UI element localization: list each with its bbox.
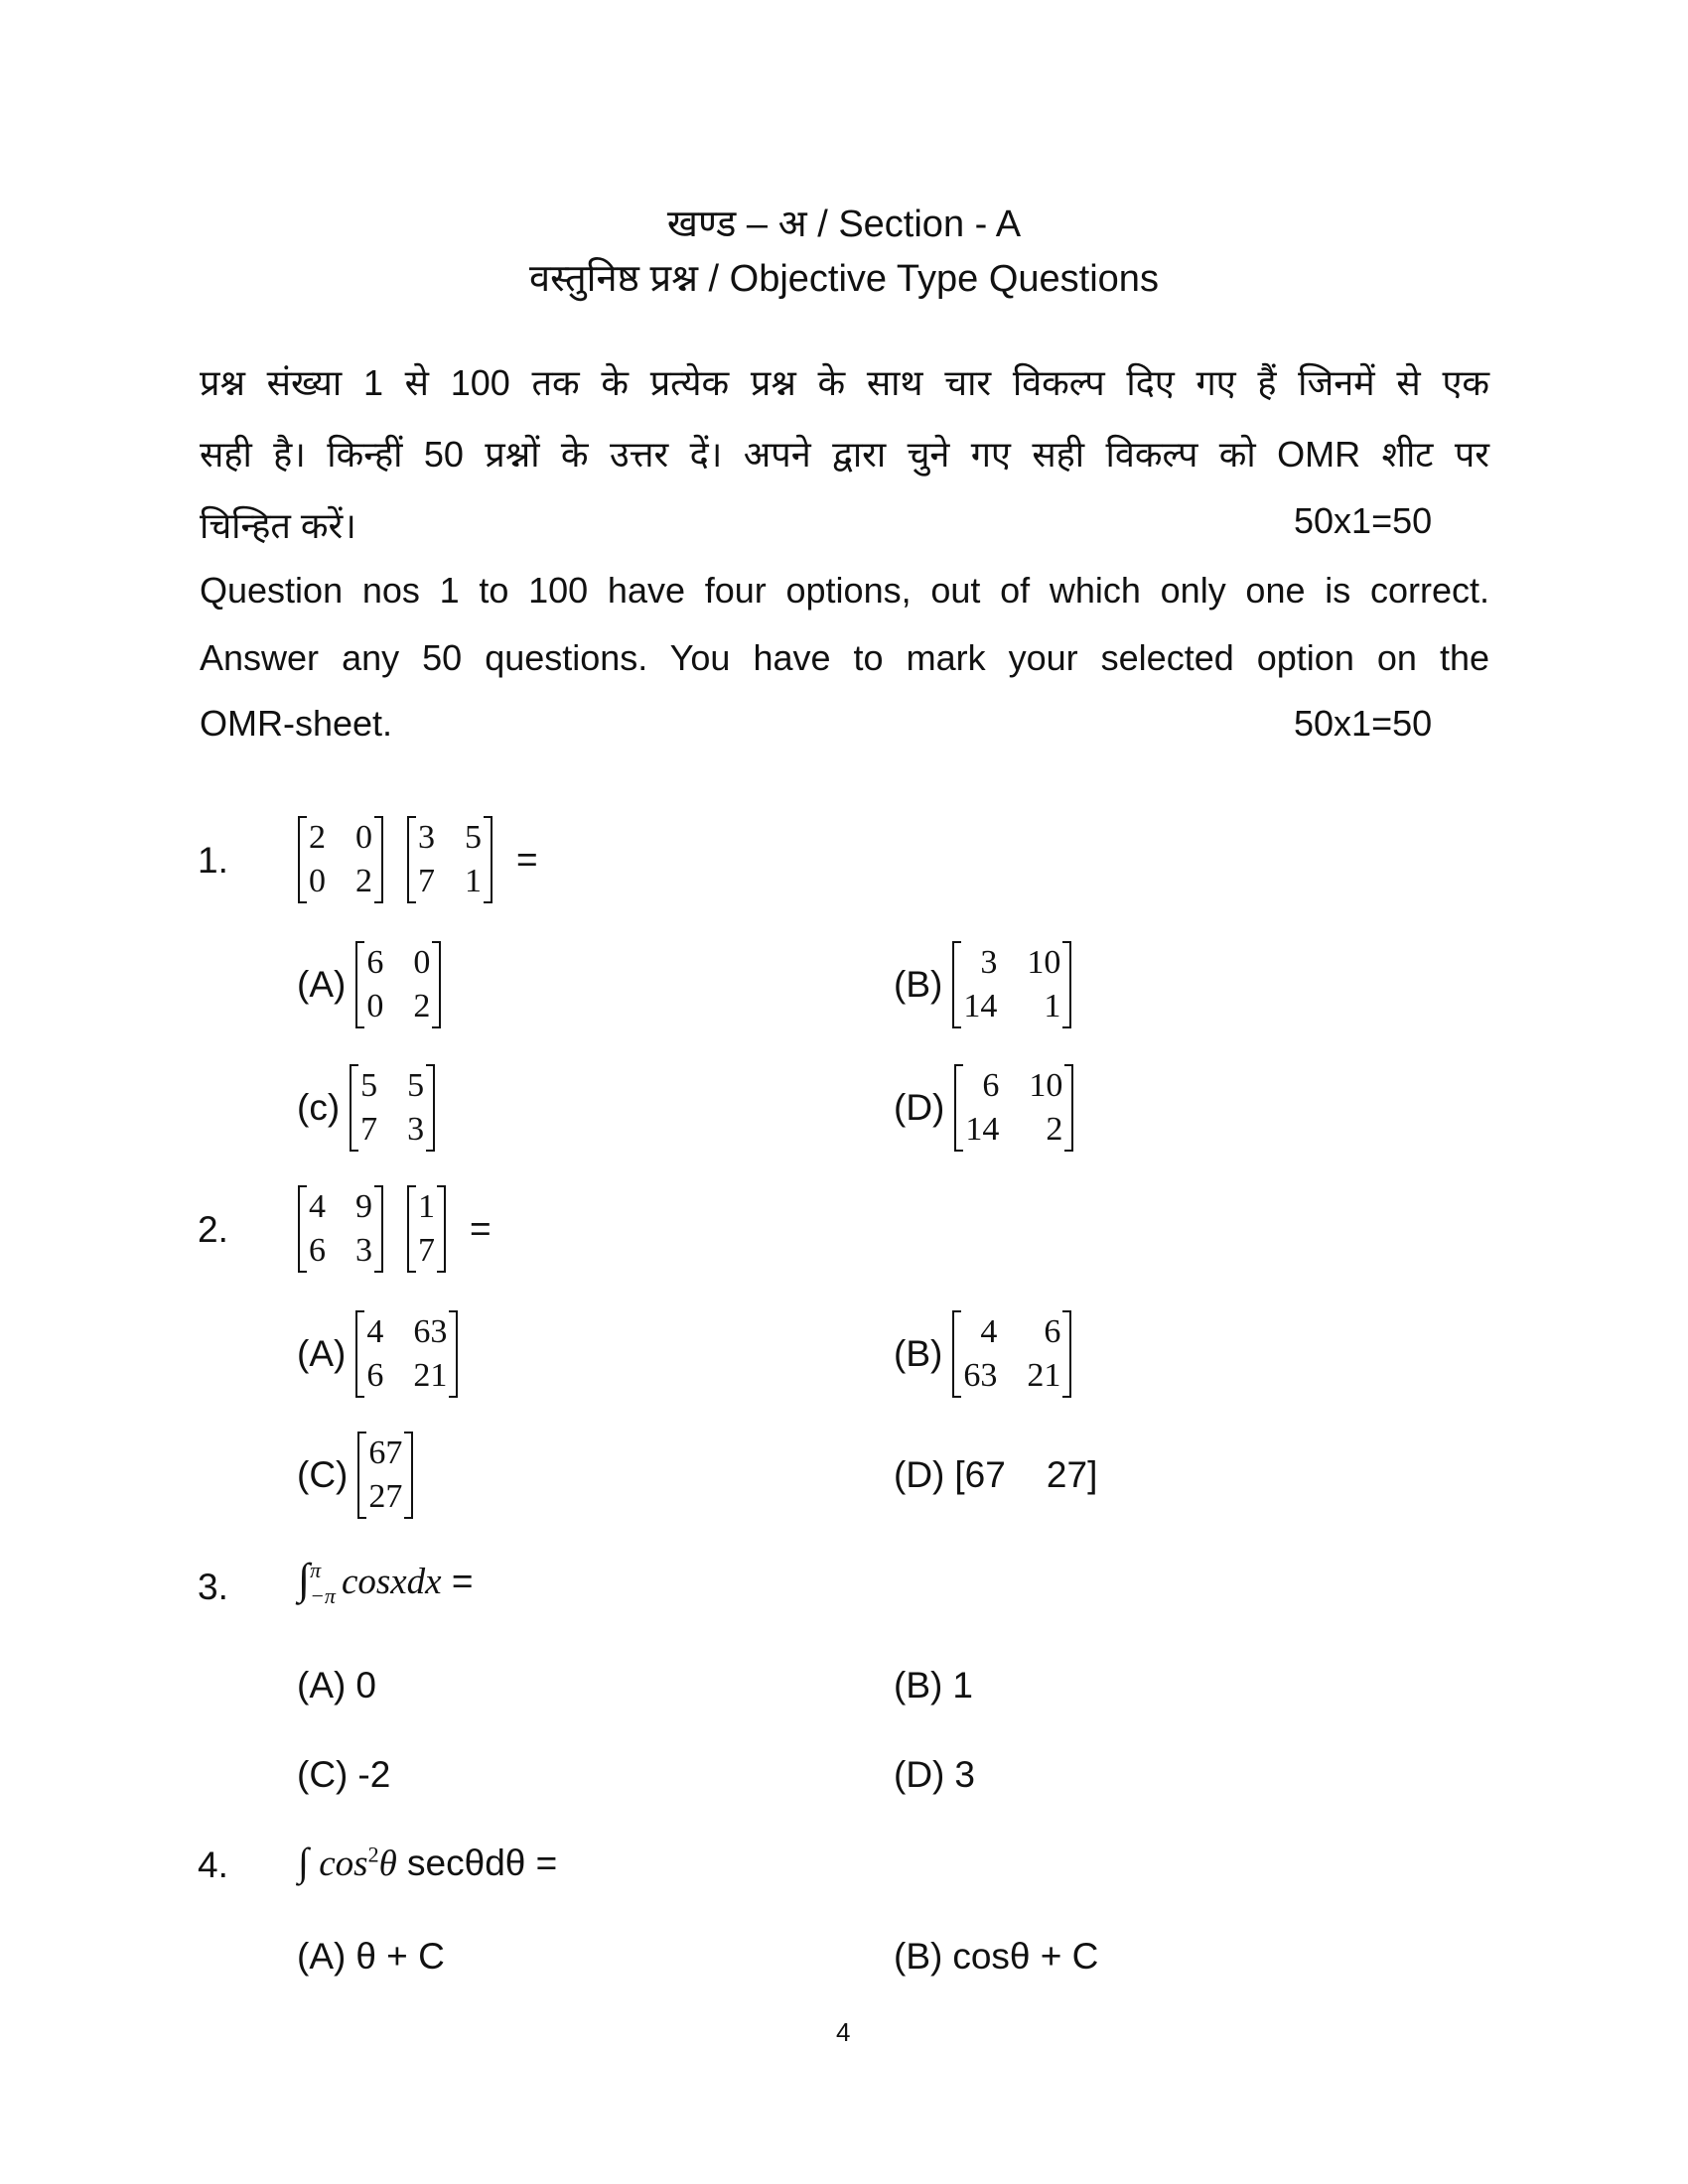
option-value: cosθ + C (952, 1936, 1099, 1977)
hindi-marks: 50x1=50 (1294, 500, 1433, 541)
matrix-cell: 6 (366, 1357, 384, 1394)
matrix-cell: 2 (1046, 1111, 1063, 1148)
option-2c[interactable] (297, 1432, 427, 1519)
option-1d[interactable] (894, 1064, 1087, 1152)
page-number: 4 (836, 2017, 851, 2047)
option-label: (C) (297, 1754, 349, 1795)
left-bracket (954, 1064, 963, 1152)
matrix-cell: 6 (366, 944, 384, 981)
matrix-cell: 0 (355, 819, 372, 856)
option-4b[interactable] (894, 1936, 1098, 1978)
matrix-cell: 5 (465, 819, 482, 856)
option-1c[interactable] (297, 1064, 449, 1152)
exponent: 2 (367, 1842, 379, 1867)
left-bracket (407, 1185, 416, 1273)
option-label: (B) (894, 1333, 943, 1374)
matrix-cell: 4 (309, 1188, 326, 1225)
option-value: 3 (954, 1754, 975, 1795)
matrix-cells (416, 816, 484, 903)
section-subheading: वस्तुनिष्ठ प्रश्न / Objective Type Questions (529, 258, 1159, 300)
matrix-cell: 6 (982, 1067, 1000, 1104)
matrix (355, 941, 441, 1028)
option-1a[interactable] (297, 941, 455, 1028)
option-label: (B) (894, 1665, 943, 1706)
matrix-cell: 7 (418, 1232, 435, 1269)
equals-sign: = (535, 1843, 558, 1883)
option-label: (A) (297, 1333, 347, 1374)
upper-limit: π (310, 1558, 322, 1583)
matrix (298, 1185, 383, 1273)
equals-sign: = (516, 839, 538, 880)
left-bracket (357, 1432, 366, 1519)
right-bracket (1064, 1064, 1073, 1152)
matrix-cell: 5 (407, 1067, 425, 1104)
matrix-cell: 4 (366, 1313, 384, 1350)
option-value: 1 (952, 1665, 973, 1706)
option-1b[interactable] (894, 941, 1085, 1028)
option-3b[interactable] (894, 1665, 973, 1706)
matrix-cell: 9 (355, 1188, 372, 1225)
option-2b[interactable] (894, 1310, 1085, 1398)
matrix-cell: 2 (355, 863, 372, 899)
matrix-cell: 0 (309, 863, 326, 899)
matrix-cells (416, 1185, 437, 1273)
left-bracket (407, 816, 416, 903)
right-bracket (426, 1064, 435, 1152)
option-3c[interactable] (297, 1754, 390, 1796)
hindi-instruction-line: प्रश्न संख्या 1 से 100 तक के प्रत्येक प्रश्न के साथ चार विकल्प दिए गए हैं जिनमें से एक (200, 362, 1489, 403)
matrix-cell: 14 (965, 1111, 1000, 1148)
matrix-cell: 1 (418, 1188, 435, 1225)
right-bracket (484, 816, 492, 903)
integral-sign: ∫ (298, 1840, 309, 1884)
option-2d[interactable] (894, 1454, 1097, 1496)
matrix-cell: 1 (465, 863, 482, 899)
matrix-cells (961, 941, 1062, 1028)
right-bracket (374, 1185, 383, 1273)
matrix-cells (358, 1064, 426, 1152)
left-bracket (952, 1310, 961, 1398)
right-bracket (1062, 941, 1071, 1028)
integrand-cos: cos (319, 1843, 368, 1884)
matrix-cell: 3 (980, 944, 998, 981)
left-bracket (952, 941, 961, 1028)
matrix-cell: 27 (368, 1478, 403, 1515)
option-label: (B) (894, 1936, 943, 1977)
matrix (407, 1185, 446, 1273)
option-3a[interactable] (297, 1665, 376, 1706)
right-bracket (1062, 1310, 1071, 1398)
option-value: θ + C (355, 1936, 445, 1977)
option-value: -2 (357, 1754, 391, 1795)
option-label: (D) (894, 1454, 945, 1495)
matrix-cell: 6 (309, 1232, 326, 1269)
matrix-cell: 67 (368, 1434, 403, 1471)
right-bracket (449, 1310, 458, 1398)
option-label: (c) (297, 1087, 341, 1128)
equals-sign: = (470, 1208, 492, 1249)
question-number: 3. (198, 1567, 228, 1607)
option-label: (C) (297, 1454, 349, 1495)
matrix-cell: 2 (413, 988, 431, 1024)
integrand-sec: secθdθ (396, 1843, 526, 1883)
matrix (952, 941, 1071, 1028)
english-instruction-line: OMR-sheet. (200, 703, 393, 744)
matrix (357, 1432, 413, 1519)
matrix-cell: 21 (1027, 1357, 1061, 1394)
question-1-expression (298, 816, 538, 903)
matrix-cells (307, 816, 374, 903)
matrix-cells (963, 1064, 1064, 1152)
option-4a[interactable] (297, 1936, 445, 1978)
matrix (350, 1064, 435, 1152)
matrix-cell: 10 (1029, 1067, 1063, 1104)
option-label: (A) (297, 964, 347, 1005)
option-3d[interactable] (894, 1754, 975, 1796)
english-instruction-line: Answer any 50 questions. You have to mark your selected option on the (200, 637, 1489, 678)
equals-sign: = (451, 1561, 474, 1601)
right-bracket (437, 1185, 446, 1273)
right-bracket (432, 941, 441, 1028)
option-label: (A) (297, 1665, 347, 1706)
matrix-cell: 1 (1044, 988, 1061, 1024)
matrix-cell: 3 (355, 1232, 372, 1269)
matrix-cell: 21 (413, 1357, 448, 1394)
matrix-cells (364, 1310, 449, 1398)
matrix-cell: 3 (407, 1111, 425, 1148)
section-heading: खण्ड – अ / Section - A (666, 204, 1022, 245)
matrix-cell: 4 (980, 1313, 998, 1350)
option-label: (A) (297, 1936, 347, 1977)
question-4-expression (298, 1839, 557, 1885)
left-bracket (355, 941, 364, 1028)
left-bracket (350, 1064, 358, 1152)
matrix (954, 1064, 1073, 1152)
question-3-expression (298, 1554, 474, 1609)
matrix-cells (307, 1185, 374, 1273)
matrix-cells (961, 1310, 1062, 1398)
matrix-cell: 10 (1027, 944, 1061, 981)
option-label: (B) (894, 964, 943, 1005)
matrix-cell: 14 (963, 988, 998, 1024)
matrix-cell: 2 (309, 819, 326, 856)
matrix-cell: 63 (963, 1357, 998, 1394)
hindi-instruction-line: सही है। किन्हीं 50 प्रश्नों के उत्तर दें। अपने द्वारा चुने गए सही विकल्प को OMR शीट पर (200, 434, 1489, 475)
matrix-cell: 3 (418, 819, 435, 856)
question-number: 2. (198, 1209, 228, 1250)
option-label: (D) (894, 1754, 945, 1795)
matrix (407, 816, 492, 903)
option-2a[interactable] (297, 1310, 472, 1398)
matrix (952, 1310, 1071, 1398)
question-number: 4. (198, 1844, 228, 1885)
integrand: cosxdx (341, 1562, 442, 1602)
option-value: 0 (355, 1665, 376, 1706)
english-instruction-line: Question nos 1 to 100 have four options, out of which only one is correct. (200, 570, 1489, 611)
left-bracket (355, 1310, 364, 1398)
matrix (355, 1310, 458, 1398)
question-2-expression (298, 1185, 492, 1273)
matrix-cell: 0 (413, 944, 431, 981)
matrix (298, 816, 383, 903)
option-value: [67 27] (954, 1454, 1098, 1495)
matrix-cell: 63 (413, 1313, 448, 1350)
matrix-cell: 0 (366, 988, 384, 1024)
integrand-theta: θ (378, 1843, 397, 1884)
lower-limit: −π (310, 1583, 336, 1609)
left-bracket (298, 1185, 307, 1273)
matrix-cell: 7 (360, 1111, 378, 1148)
matrix-cell: 7 (418, 863, 435, 899)
english-marks: 50x1=50 (1294, 703, 1433, 744)
hindi-instruction-line: चिन्हित करें। (200, 505, 356, 546)
option-label: (D) (894, 1087, 945, 1128)
question-number: 1. (198, 840, 228, 881)
matrix-cell: 5 (360, 1067, 378, 1104)
left-bracket (298, 816, 307, 903)
right-bracket (404, 1432, 413, 1519)
right-bracket (374, 816, 383, 903)
matrix-cell: 6 (1044, 1313, 1061, 1350)
matrix-cells (364, 941, 432, 1028)
integral-sign: ∫ (298, 1555, 311, 1603)
matrix-cells (366, 1432, 404, 1519)
